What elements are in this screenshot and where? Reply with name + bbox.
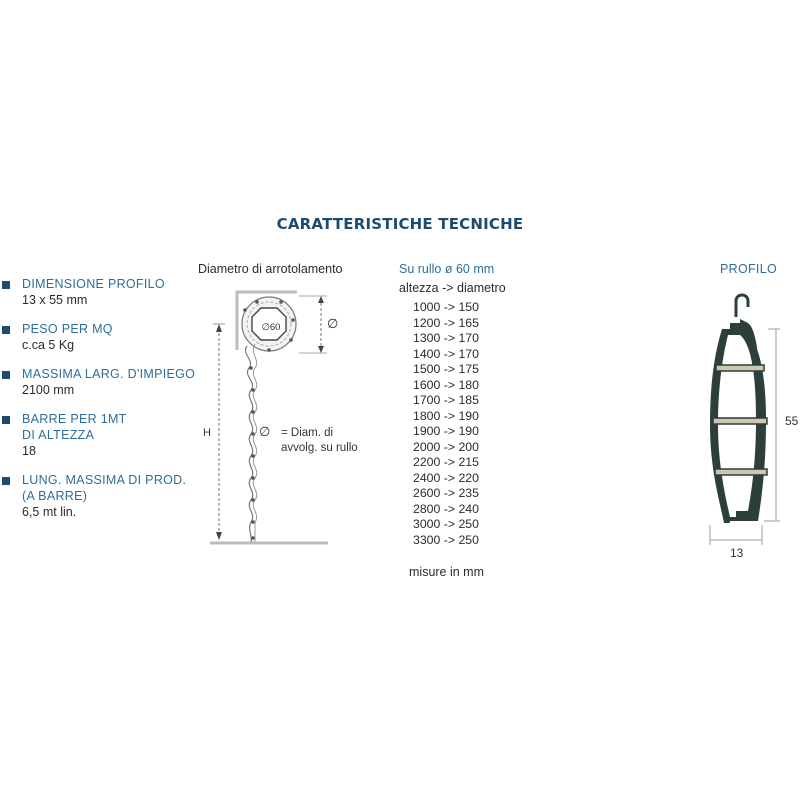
row-separator: ->	[440, 439, 459, 454]
height-label: H	[203, 427, 211, 439]
row-diametro: 215	[458, 455, 479, 469]
roll-table-row	[413, 517, 479, 533]
diameter-symbol: ∅	[327, 317, 339, 332]
row-separator: ->	[440, 331, 459, 345]
roller-diameter-label: ∅60	[261, 322, 281, 333]
row-diametro: 150	[458, 300, 479, 314]
spec-item	[0, 411, 200, 459]
spec-item	[0, 276, 200, 308]
legend-diameter-symbol: ∅	[259, 425, 271, 440]
row-separator: ->	[440, 346, 459, 361]
row-altezza: 2200	[413, 455, 441, 469]
roll-table-row	[413, 455, 479, 471]
row-diametro: 200	[458, 439, 479, 454]
row-altezza: 2000	[413, 439, 441, 454]
spec-bullet	[2, 281, 10, 289]
spec-list	[0, 276, 200, 533]
spec-value: 2100 mm	[22, 383, 75, 397]
row-separator: ->	[440, 377, 459, 392]
roll-table-row	[413, 424, 479, 440]
row-altezza: 2600	[413, 486, 441, 500]
row-altezza: 1000	[413, 300, 441, 314]
row-altezza: 3000	[413, 517, 441, 531]
legend-line-2: avvolg. su rullo	[281, 442, 358, 454]
roll-table-row	[413, 300, 479, 316]
row-diametro: 220	[458, 470, 479, 485]
roll-table-row	[413, 378, 479, 394]
row-altezza: 2800	[413, 501, 441, 516]
row-separator: ->	[440, 517, 459, 531]
row-diametro: 165	[458, 315, 479, 330]
roll-table-row	[413, 316, 479, 332]
roll-table-row	[413, 362, 479, 378]
hanging-slats	[245, 346, 252, 542]
row-diametro: 170	[458, 331, 479, 345]
row-diametro: 180	[458, 377, 479, 392]
height-arrow-top	[216, 324, 222, 332]
row-separator: ->	[440, 470, 459, 485]
roll-table-row	[413, 393, 479, 409]
row-separator: ->	[440, 501, 459, 516]
spec-label: LUNG. MASSIMA DI PROD. (A BARRE)	[22, 473, 187, 503]
row-diametro: 235	[458, 486, 479, 500]
row-diametro: 185	[458, 393, 479, 407]
row-separator: ->	[440, 300, 459, 314]
row-separator: ->	[440, 424, 459, 438]
roll-table-row	[413, 440, 479, 456]
roll-table-row	[413, 486, 479, 502]
row-altezza: 1500	[413, 362, 441, 376]
height-arrow-bottom	[216, 532, 222, 540]
row-altezza: 1400	[413, 346, 441, 361]
row-diametro: 240	[458, 501, 479, 516]
spec-value: 13 x 55 mm	[22, 293, 88, 307]
row-diametro: 250	[458, 532, 479, 547]
row-separator: ->	[440, 455, 459, 469]
spec-label: MASSIMA LARG. D'IMPIEGO	[22, 367, 196, 381]
roll-table-row	[413, 502, 479, 518]
row-diametro: 190	[458, 408, 479, 423]
row-separator: ->	[440, 486, 459, 500]
row-altezza: 1800	[413, 408, 441, 423]
row-separator: ->	[440, 315, 459, 330]
spec-value: 18	[22, 444, 36, 458]
row-altezza: 1700	[413, 393, 441, 407]
spec-bullet	[2, 326, 10, 334]
spec-label: DIMENSIONE PROFILO	[22, 277, 165, 291]
row-diametro: 250	[458, 517, 479, 531]
roll-table	[413, 300, 479, 548]
row-altezza: 1200	[413, 315, 441, 330]
profile-title: PROFILO	[720, 262, 777, 276]
row-separator: ->	[440, 393, 459, 407]
row-diametro: 175	[458, 362, 479, 376]
spec-value: 6,5 mt lin.	[22, 505, 77, 519]
roll-table-row	[413, 471, 479, 487]
row-separator: ->	[440, 408, 459, 423]
spec-item	[0, 366, 200, 398]
spec-value: c.ca 5 Kg	[22, 338, 75, 352]
roll-table-header: altezza -> diametro	[399, 281, 506, 295]
row-altezza: 1300	[413, 331, 441, 345]
roll-table-row	[413, 409, 479, 425]
row-altezza: 3300	[413, 532, 441, 547]
spec-item	[0, 321, 200, 353]
units-note: misure in mm	[409, 565, 485, 579]
roll-table-row	[413, 347, 479, 363]
section-title: CARATTERISTICHE TECNICHE	[276, 215, 524, 233]
profile-height-label: 55	[785, 414, 799, 428]
spec-bullet	[2, 416, 10, 424]
spec-bullet	[2, 371, 10, 379]
profile-band-bottom	[715, 469, 767, 475]
diagram-title: Diametro di arrotolamento	[198, 262, 343, 276]
roll-table-row	[413, 533, 479, 549]
row-diametro: 170	[458, 346, 479, 361]
profile-band-mid	[713, 418, 767, 424]
profile-drawing	[690, 285, 800, 570]
roll-diagram	[195, 280, 365, 550]
spec-label: BARRE PER 1MT DI ALTEZZA	[22, 412, 127, 442]
hanging-slats-back	[253, 344, 256, 542]
spec-bullet	[2, 477, 10, 485]
profile-hook	[736, 295, 748, 317]
row-diametro: 190	[458, 424, 479, 438]
profile-band-top	[716, 365, 764, 371]
roll-table-title: Su rullo ø 60 mm	[399, 262, 495, 276]
row-separator: ->	[440, 532, 459, 547]
spec-label: PESO PER MQ	[22, 322, 113, 336]
row-separator: ->	[440, 362, 459, 376]
row-altezza: 1900	[413, 424, 441, 438]
row-altezza: 1600	[413, 377, 441, 392]
profile-width-label: 13	[730, 546, 744, 560]
spec-item	[0, 472, 200, 520]
row-altezza: 2400	[413, 470, 441, 485]
roll-table-row	[413, 331, 479, 347]
legend-line-1: = Diam. di	[281, 427, 334, 439]
